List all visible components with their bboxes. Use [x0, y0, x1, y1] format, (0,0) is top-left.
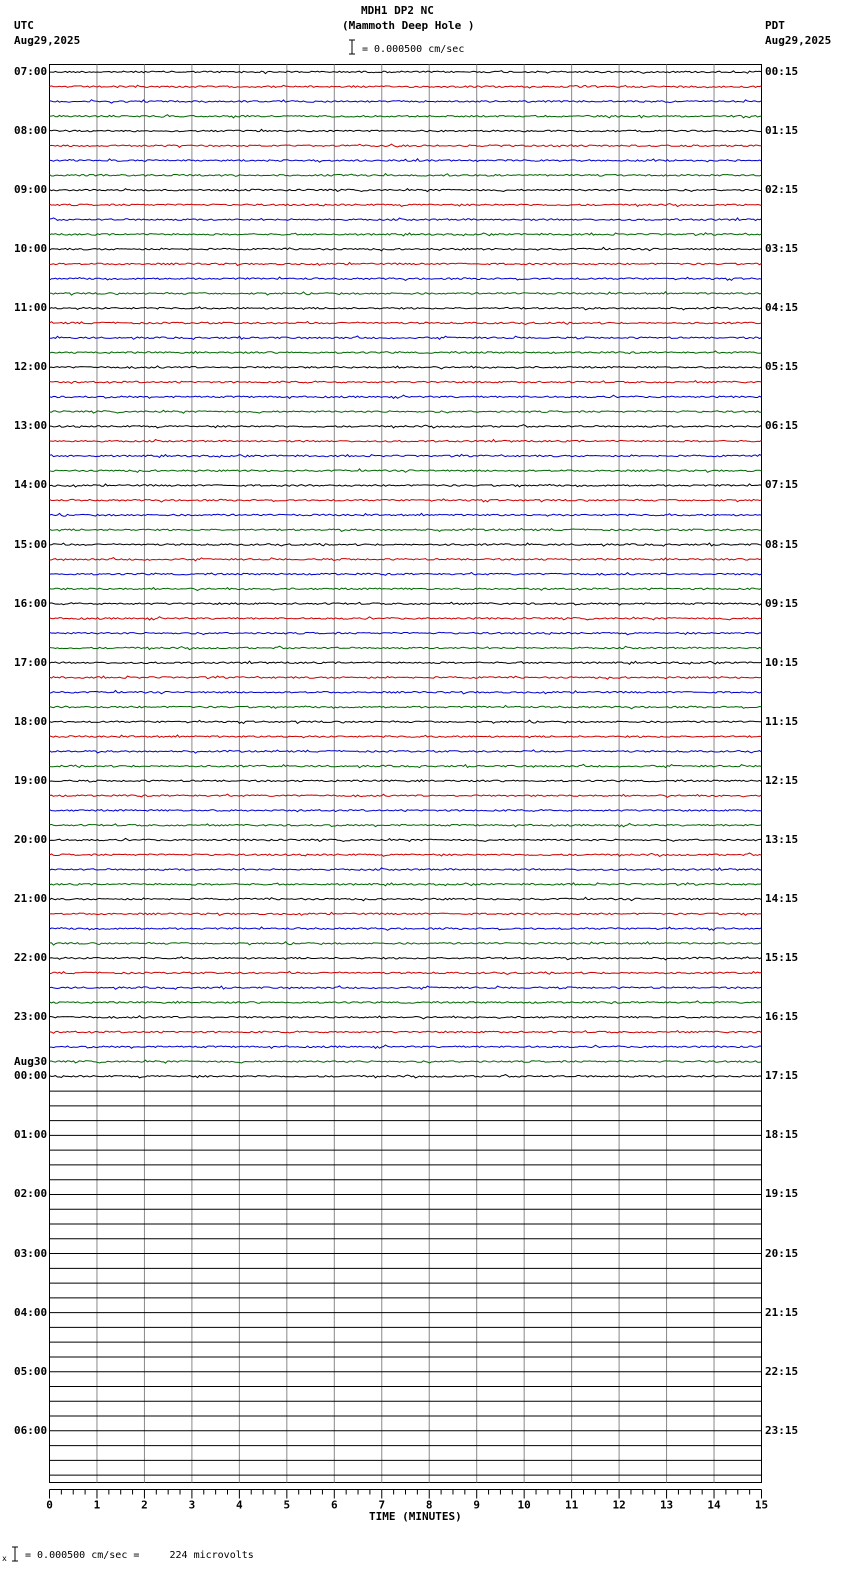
trace-row	[50, 395, 762, 398]
left-timezone: UTC	[14, 19, 34, 32]
trace-row	[50, 469, 762, 473]
utc-hour-label: 06:00	[14, 1423, 48, 1437]
trace-row	[50, 750, 762, 753]
utc-hour-label: 11:00	[14, 301, 48, 315]
trace-row	[50, 617, 762, 620]
trace-row	[50, 425, 762, 428]
trace-row	[50, 661, 762, 664]
trace-row	[50, 1045, 762, 1048]
utc-hour-label: 23:00	[14, 1010, 48, 1024]
utc-hour-label: 04:00	[14, 1305, 48, 1319]
x-tick-label: 14	[707, 1498, 721, 1512]
pdt-hour-label: 08:15	[765, 537, 799, 551]
utc-hour-label: 01:00	[14, 1128, 48, 1142]
pdt-hour-label: 13:15	[765, 832, 799, 846]
trace-row	[50, 484, 762, 487]
x-tick-label: 10	[517, 1498, 531, 1512]
x-tick-label: 12	[612, 1498, 626, 1512]
trace-row	[50, 573, 762, 576]
x-tick-label: 2	[141, 1498, 148, 1512]
trace-row	[50, 646, 762, 649]
utc-hour-label: 08:00	[14, 123, 48, 137]
x-axis-title: TIME (MINUTES)	[369, 1510, 462, 1523]
trace-row	[50, 691, 762, 694]
pdt-hour-label: 19:15	[765, 1187, 799, 1201]
trace-row	[50, 247, 762, 250]
utc-hour-label: 17:00	[14, 655, 48, 669]
trace-row	[50, 927, 762, 930]
pdt-hour-label: 00:15	[765, 64, 799, 78]
trace-row	[50, 912, 762, 915]
utc-hour-label: 15:00	[14, 537, 48, 551]
trace-row	[50, 705, 762, 708]
trace-row	[50, 883, 762, 886]
trace-row	[50, 159, 762, 162]
pdt-hour-label: 07:15	[765, 478, 799, 492]
trace-row	[50, 543, 762, 546]
station-title: MDH1 DP2 NC	[361, 4, 434, 17]
pdt-hour-label: 23:15	[765, 1423, 799, 1437]
pdt-hour-label: 02:15	[765, 183, 799, 197]
calibration-label: = 0.000500 cm/sec = 224 microvolts	[25, 1550, 254, 1561]
trace-row	[50, 1016, 762, 1019]
utc-hour-label: 05:00	[14, 1364, 48, 1378]
trace-row	[50, 499, 762, 502]
time-axis	[46, 1490, 768, 1512]
pdt-hour-label: 04:15	[765, 301, 799, 315]
pdt-hour-label: 18:15	[765, 1128, 799, 1142]
trace-row	[50, 513, 762, 516]
pdt-hour-label: 20:15	[765, 1246, 799, 1260]
trace-row	[50, 85, 762, 88]
pdt-hour-label: 06:15	[765, 419, 799, 433]
utc-hour-label: 02:00	[14, 1187, 48, 1201]
utc-hour-label: 18:00	[14, 714, 48, 728]
utc-hour-label: 12:00	[14, 360, 48, 374]
trace-row	[50, 233, 762, 236]
utc-hour-label: 22:00	[14, 951, 48, 965]
trace-row	[50, 277, 762, 280]
pdt-hour-label: 09:15	[765, 596, 799, 610]
x-tick-label: 0	[46, 1498, 53, 1512]
pdt-hour-label: 10:15	[765, 655, 799, 669]
trace-row	[50, 292, 762, 295]
utc-hour-label: 03:00	[14, 1246, 48, 1260]
trace-row	[50, 204, 762, 207]
pdt-hour-label: 12:15	[765, 773, 799, 787]
trace-row	[50, 853, 762, 856]
trace-row	[50, 307, 762, 310]
x-tick-label: 9	[473, 1498, 481, 1512]
trace-row	[50, 174, 762, 177]
trace-row	[50, 971, 762, 974]
utc-hour-label: 14:00	[14, 478, 48, 492]
utc-hour-label: 21:00	[14, 892, 48, 906]
utc-hour-label: 20:00	[14, 832, 48, 846]
trace-row	[50, 1060, 762, 1063]
x-tick-label: 4	[236, 1498, 243, 1512]
trace-row	[50, 115, 762, 118]
trace-row	[50, 764, 762, 767]
trace-row	[50, 986, 762, 989]
trace-row	[50, 100, 762, 103]
trace-row	[50, 794, 762, 797]
x-tick-label: 15	[754, 1498, 769, 1512]
pdt-hour-label: 17:15	[765, 1069, 799, 1083]
pdt-hour-label: 05:15	[765, 360, 799, 374]
x-tick-label: 7	[378, 1498, 386, 1512]
trace-row	[50, 218, 762, 221]
left-date: Aug29,2025	[14, 34, 81, 47]
x-tick-label: 11	[565, 1498, 579, 1512]
pdt-hour-label: 21:15	[765, 1305, 799, 1319]
trace-row	[50, 366, 762, 369]
trace-row	[50, 144, 762, 147]
trace-row	[50, 1075, 762, 1078]
x-tick-label: 6	[330, 1498, 338, 1512]
x-tick-label: 8	[425, 1498, 433, 1512]
trace-row	[50, 824, 762, 827]
trace-row	[50, 897, 762, 900]
pdt-hour-label: 15:15	[765, 951, 799, 965]
utc-hour-label: 13:00	[14, 419, 48, 433]
trace-row	[50, 868, 762, 871]
trace-row	[50, 780, 762, 782]
pdt-hour-label: 14:15	[765, 892, 799, 906]
trace-row	[50, 838, 762, 841]
trace-row	[50, 381, 762, 384]
site-title: (Mammoth Deep Hole )	[342, 19, 475, 32]
trace-row	[50, 735, 762, 738]
plot-frame	[50, 65, 762, 1483]
trace-row	[50, 454, 762, 457]
utc-hour-label: 09:00	[14, 183, 48, 197]
trace-row	[50, 558, 762, 561]
trace-row	[50, 529, 762, 532]
x-tick-label: 5	[283, 1498, 291, 1512]
trace-row	[50, 410, 762, 413]
trace-row	[50, 71, 762, 74]
utc-hour-label: 19:00	[14, 773, 48, 787]
trace-row	[50, 336, 762, 339]
right-timezone: PDT	[765, 19, 785, 32]
utc-hour-label: 16:00	[14, 596, 48, 610]
trace-row	[50, 129, 762, 131]
trace-row	[50, 676, 762, 679]
trace-row	[50, 957, 762, 960]
x-tick-label: 3	[188, 1498, 196, 1512]
utc-hour-label: 10:00	[14, 242, 48, 256]
x-tick-label: 1	[93, 1498, 101, 1512]
pdt-hour-label: 22:15	[765, 1364, 799, 1378]
trace-row	[50, 588, 762, 591]
pdt-hour-label: 01:15	[765, 123, 799, 137]
calibration-bar-icon	[2, 1545, 22, 1565]
trace-row	[50, 1031, 762, 1034]
trace-row	[50, 720, 762, 723]
trace-row	[50, 810, 762, 812]
right-date: Aug29,2025	[765, 34, 832, 47]
trace-row	[50, 1001, 762, 1004]
utc-hour-label: 00:00	[14, 1069, 48, 1083]
trace-row	[50, 602, 762, 605]
trace-row	[50, 189, 762, 192]
utc-hour-label: 07:00	[14, 64, 48, 78]
date-change-label: Aug30	[14, 1055, 48, 1069]
trace-row	[50, 322, 762, 325]
trace-row	[50, 440, 762, 443]
trace-row	[50, 942, 762, 945]
trace-row	[50, 632, 762, 635]
pdt-hour-label: 03:15	[765, 242, 799, 256]
trace-row	[50, 263, 762, 266]
scale-label: = 0.000500 cm/sec	[362, 44, 465, 55]
trace-rows	[50, 71, 762, 1475]
pdt-hour-label: 11:15	[765, 714, 799, 728]
svg-text:x: x	[2, 1554, 7, 1563]
x-tick-label: 13	[659, 1498, 674, 1512]
trace-row	[50, 351, 762, 354]
time-grid	[50, 65, 762, 1483]
pdt-hour-label: 16:15	[765, 1010, 799, 1024]
